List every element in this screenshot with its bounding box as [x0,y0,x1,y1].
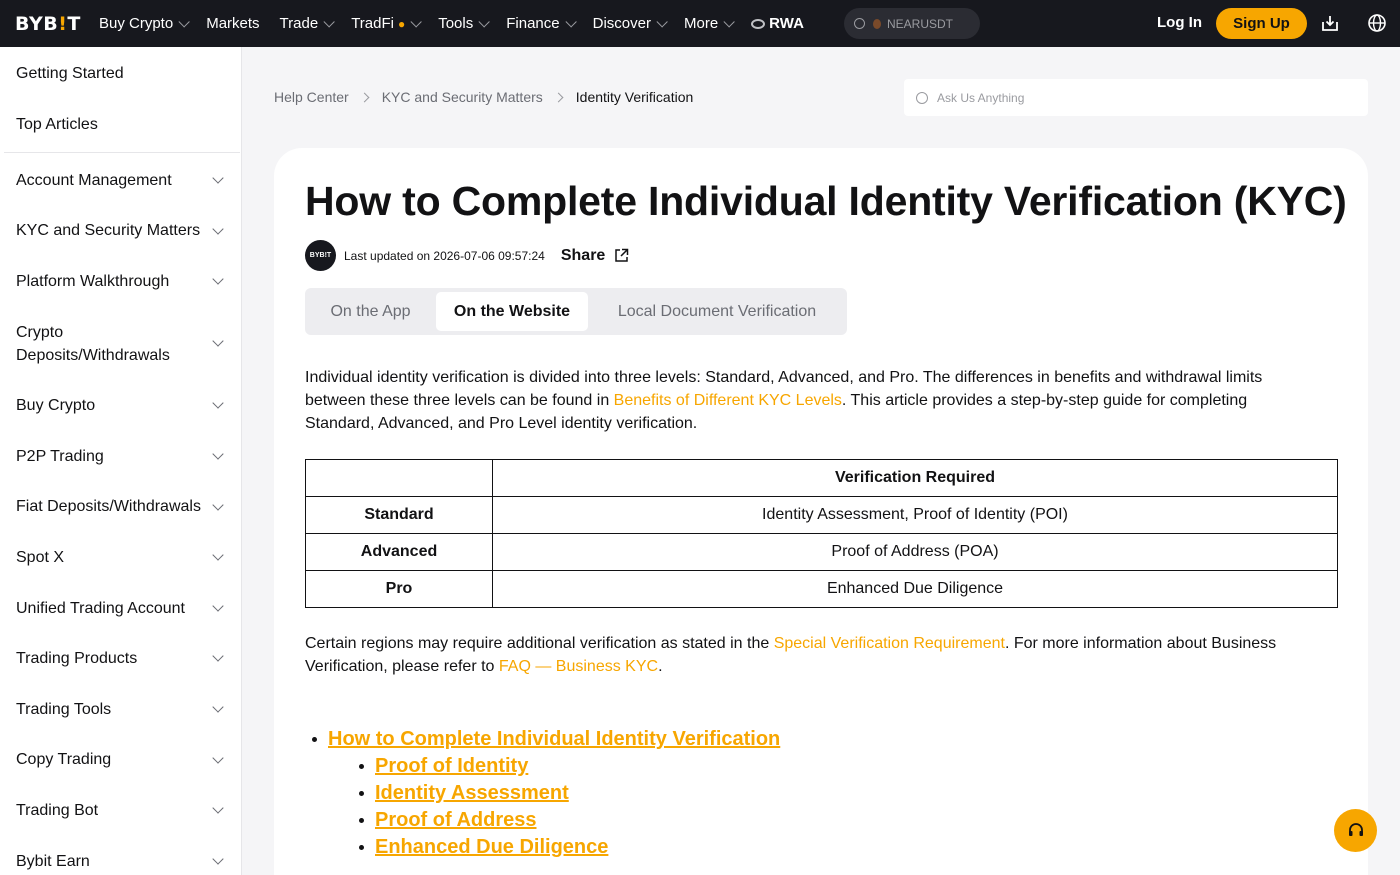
table-row [306,534,1338,571]
external-link-icon [614,248,629,263]
main-nav [99,0,824,47]
sidebar-item-fiat-deposits[interactable]: Fiat Deposits/Withdrawals [16,498,201,515]
signup-button[interactable]: Sign Up [1216,8,1307,39]
market-search[interactable] [844,8,980,39]
chevron-down-icon [724,16,735,27]
help-search-box [904,79,1368,116]
tab-on-the-website[interactable]: On the Website [436,292,588,331]
chevron-down-icon[interactable] [212,853,223,864]
bullet [312,737,317,742]
nav-discover[interactable] [593,15,664,32]
chevron-down-icon [656,16,667,27]
nav-label: Trade [279,15,319,32]
note-paragraph [305,632,1315,678]
table-cell-level: Advanced [306,534,493,571]
chevron-down-icon[interactable] [212,600,223,611]
tab-on-the-app[interactable]: On the App [330,302,411,320]
sidebar-divider [4,152,240,153]
nav-tools[interactable] [438,15,486,32]
table-cell-required: Identity Assessment, Proof of Identity (POI) [493,497,1338,534]
chevron-down-icon[interactable] [212,499,223,510]
last-updated: Last updated on 2026-07-06 09:57:24 [344,248,545,263]
chevron-down-icon [479,16,490,27]
table-cell-required: Proof of Address (POA) [493,534,1338,571]
chevron-right-icon [359,92,369,102]
faq-business-kyc-link[interactable]: FAQ — Business KYC [498,658,659,675]
rwa-eye-icon [751,19,765,29]
bullet [359,818,364,823]
table-header-cell [306,460,493,497]
table-row [306,571,1338,608]
chevron-down-icon[interactable] [212,273,223,284]
chevron-down-icon [324,16,335,27]
chevron-down-icon[interactable] [212,223,223,234]
nav-label: Tools [438,15,474,32]
nav-finance[interactable] [506,15,572,32]
chevron-down-icon [179,16,190,27]
logo-text-left: BYB [15,13,59,35]
help-search-input[interactable] [937,91,1357,105]
sidebar-item-bybit-earn[interactable]: Bybit Earn [16,853,90,870]
bybit-logo[interactable] [15,13,81,35]
nav-tradfi[interactable] [351,15,418,32]
article-card [274,148,1368,875]
note-text: . For more information about Business Verification, please refer to [305,635,1277,675]
toc-item [312,834,780,861]
download-icon[interactable] [1320,13,1340,33]
nav-label: RWA [769,15,804,32]
share-label: Share [560,246,606,264]
table-of-contents [312,726,780,861]
toc-link-enhanced-due-diligence[interactable]: Enhanced Due Diligence [375,836,609,858]
chevron-down-icon[interactable] [212,335,223,346]
toc-item [312,726,780,753]
chevron-down-icon[interactable] [212,172,223,183]
chevron-down-icon[interactable] [212,752,223,763]
sidebar-item-copy-trading[interactable]: Copy Trading [16,751,112,768]
nav-label: More [683,15,719,32]
kyc-levels-table [305,459,1338,608]
tab-local-document-verification[interactable]: Local Document Verification [617,302,817,320]
table-header-cell: Verification Required [493,460,1338,497]
nav-rwa[interactable] [751,15,804,32]
search-icon [854,18,865,29]
intro-text: Individual identity verification is divided into three levels: Standard, Advanced, and Pro. The differences in benefits and withdrawal limits between these three levels can be found in [305,369,1263,409]
note-text: Certain regions may require additional verification as stated in the [305,635,774,652]
sidebar-item-trading-products[interactable]: Trading Products [16,650,138,667]
benefits-kyc-link[interactable]: Benefits of Different KYC Levels [613,392,842,409]
breadcrumb-help-center[interactable]: Help Center [274,89,349,105]
table-header-row [306,460,1338,497]
chevron-down-icon[interactable] [212,448,223,459]
toc-link-proof-of-identity[interactable]: Proof of Identity [375,755,529,777]
breadcrumb [274,89,693,105]
sidebar-item-buy-crypto[interactable]: Buy Crypto [16,397,96,414]
top-navbar [0,0,1400,47]
fire-icon: ● [397,16,406,31]
chevron-down-icon[interactable] [212,701,223,712]
share-button[interactable] [561,247,629,265]
sidebar-item-kyc-security[interactable]: KYC and Security Matters [16,222,201,239]
nav-buy-crypto[interactable] [99,15,186,32]
nav-label: Discover [592,15,651,32]
sidebar-item-p2p-trading[interactable]: P2P Trading [16,448,104,465]
platform-tabs [305,288,847,335]
note-text: . [658,658,663,675]
nav-markets[interactable] [206,15,259,32]
breadcrumb-current: Identity Verification [575,89,694,105]
sidebar-item-getting-started[interactable]: Getting Started [16,65,124,82]
sidebar-item-platform-walkthrough[interactable]: Platform Walkthrough [16,273,170,290]
article-title: How to Complete Individual Identity Verification (KYC) [305,178,1347,224]
logo-text-bar: ! [58,13,68,35]
intro-paragraph [305,366,1315,435]
nav-label: Finance [506,15,560,32]
toc-item [312,753,780,780]
chevron-down-icon[interactable] [212,549,223,560]
sidebar-item-crypto-deposits[interactable]: Crypto Deposits/Withdrawals [16,324,170,364]
chevron-down-icon [565,16,576,27]
globe-icon[interactable] [1367,13,1387,33]
bullet [359,791,364,796]
headset-icon [1347,822,1365,840]
toc-item [312,780,780,807]
chevron-down-icon[interactable] [212,397,223,408]
chevron-down-icon[interactable] [212,802,223,813]
toc-link-main[interactable]: How to Complete Individual Identity Verification [328,728,781,750]
special-verification-link[interactable]: Special Verification Requirement [773,635,1005,652]
toc-link-proof-of-address[interactable]: Proof of Address [375,809,537,831]
coin-icon [873,19,881,29]
intro-text: . This article provides a step-by-step guide for completing Standard, Advanced, and Pro Level identity verification. [305,392,1248,432]
chevron-down-icon [411,16,422,27]
search-icon [916,92,928,104]
logo-text-right: T [67,13,81,35]
article-meta [305,240,629,271]
sidebar-item-spot-x[interactable]: Spot X [16,549,65,566]
chevron-right-icon [553,92,563,102]
sidebar-item-account-management[interactable]: Account Management [16,172,172,189]
login-button[interactable]: Log In [1157,14,1202,31]
nav-label: Buy Crypto [99,15,174,32]
toc-link-identity-assessment[interactable]: Identity Assessment [375,782,569,804]
bullet [359,845,364,850]
breadcrumb-kyc-security[interactable]: KYC and Security Matters [381,89,543,105]
nav-trade[interactable] [280,15,332,32]
bullet [359,764,364,769]
market-search-value: NEARUSDT [887,16,954,31]
table-cell-required: Enhanced Due Diligence [493,571,1338,608]
chevron-down-icon[interactable] [212,650,223,661]
sidebar-item-trading-tools[interactable]: Trading Tools [16,701,112,718]
help-sidebar [0,47,242,875]
nav-label: Markets [206,15,260,32]
table-cell-level: Standard [306,497,493,534]
support-chat-button[interactable] [1334,809,1377,852]
sidebar-item-top-articles[interactable]: Top Articles [16,116,98,133]
sidebar-item-unified-trading-account[interactable]: Unified Trading Account [16,600,185,617]
nav-more[interactable] [684,15,731,32]
table-row [306,497,1338,534]
nav-label: TradFi [351,15,394,32]
author-avatar: BYB!T [305,240,336,271]
toc-item [312,807,780,834]
table-cell-level: Pro [306,571,493,608]
sidebar-item-trading-bot[interactable]: Trading Bot [16,802,99,819]
